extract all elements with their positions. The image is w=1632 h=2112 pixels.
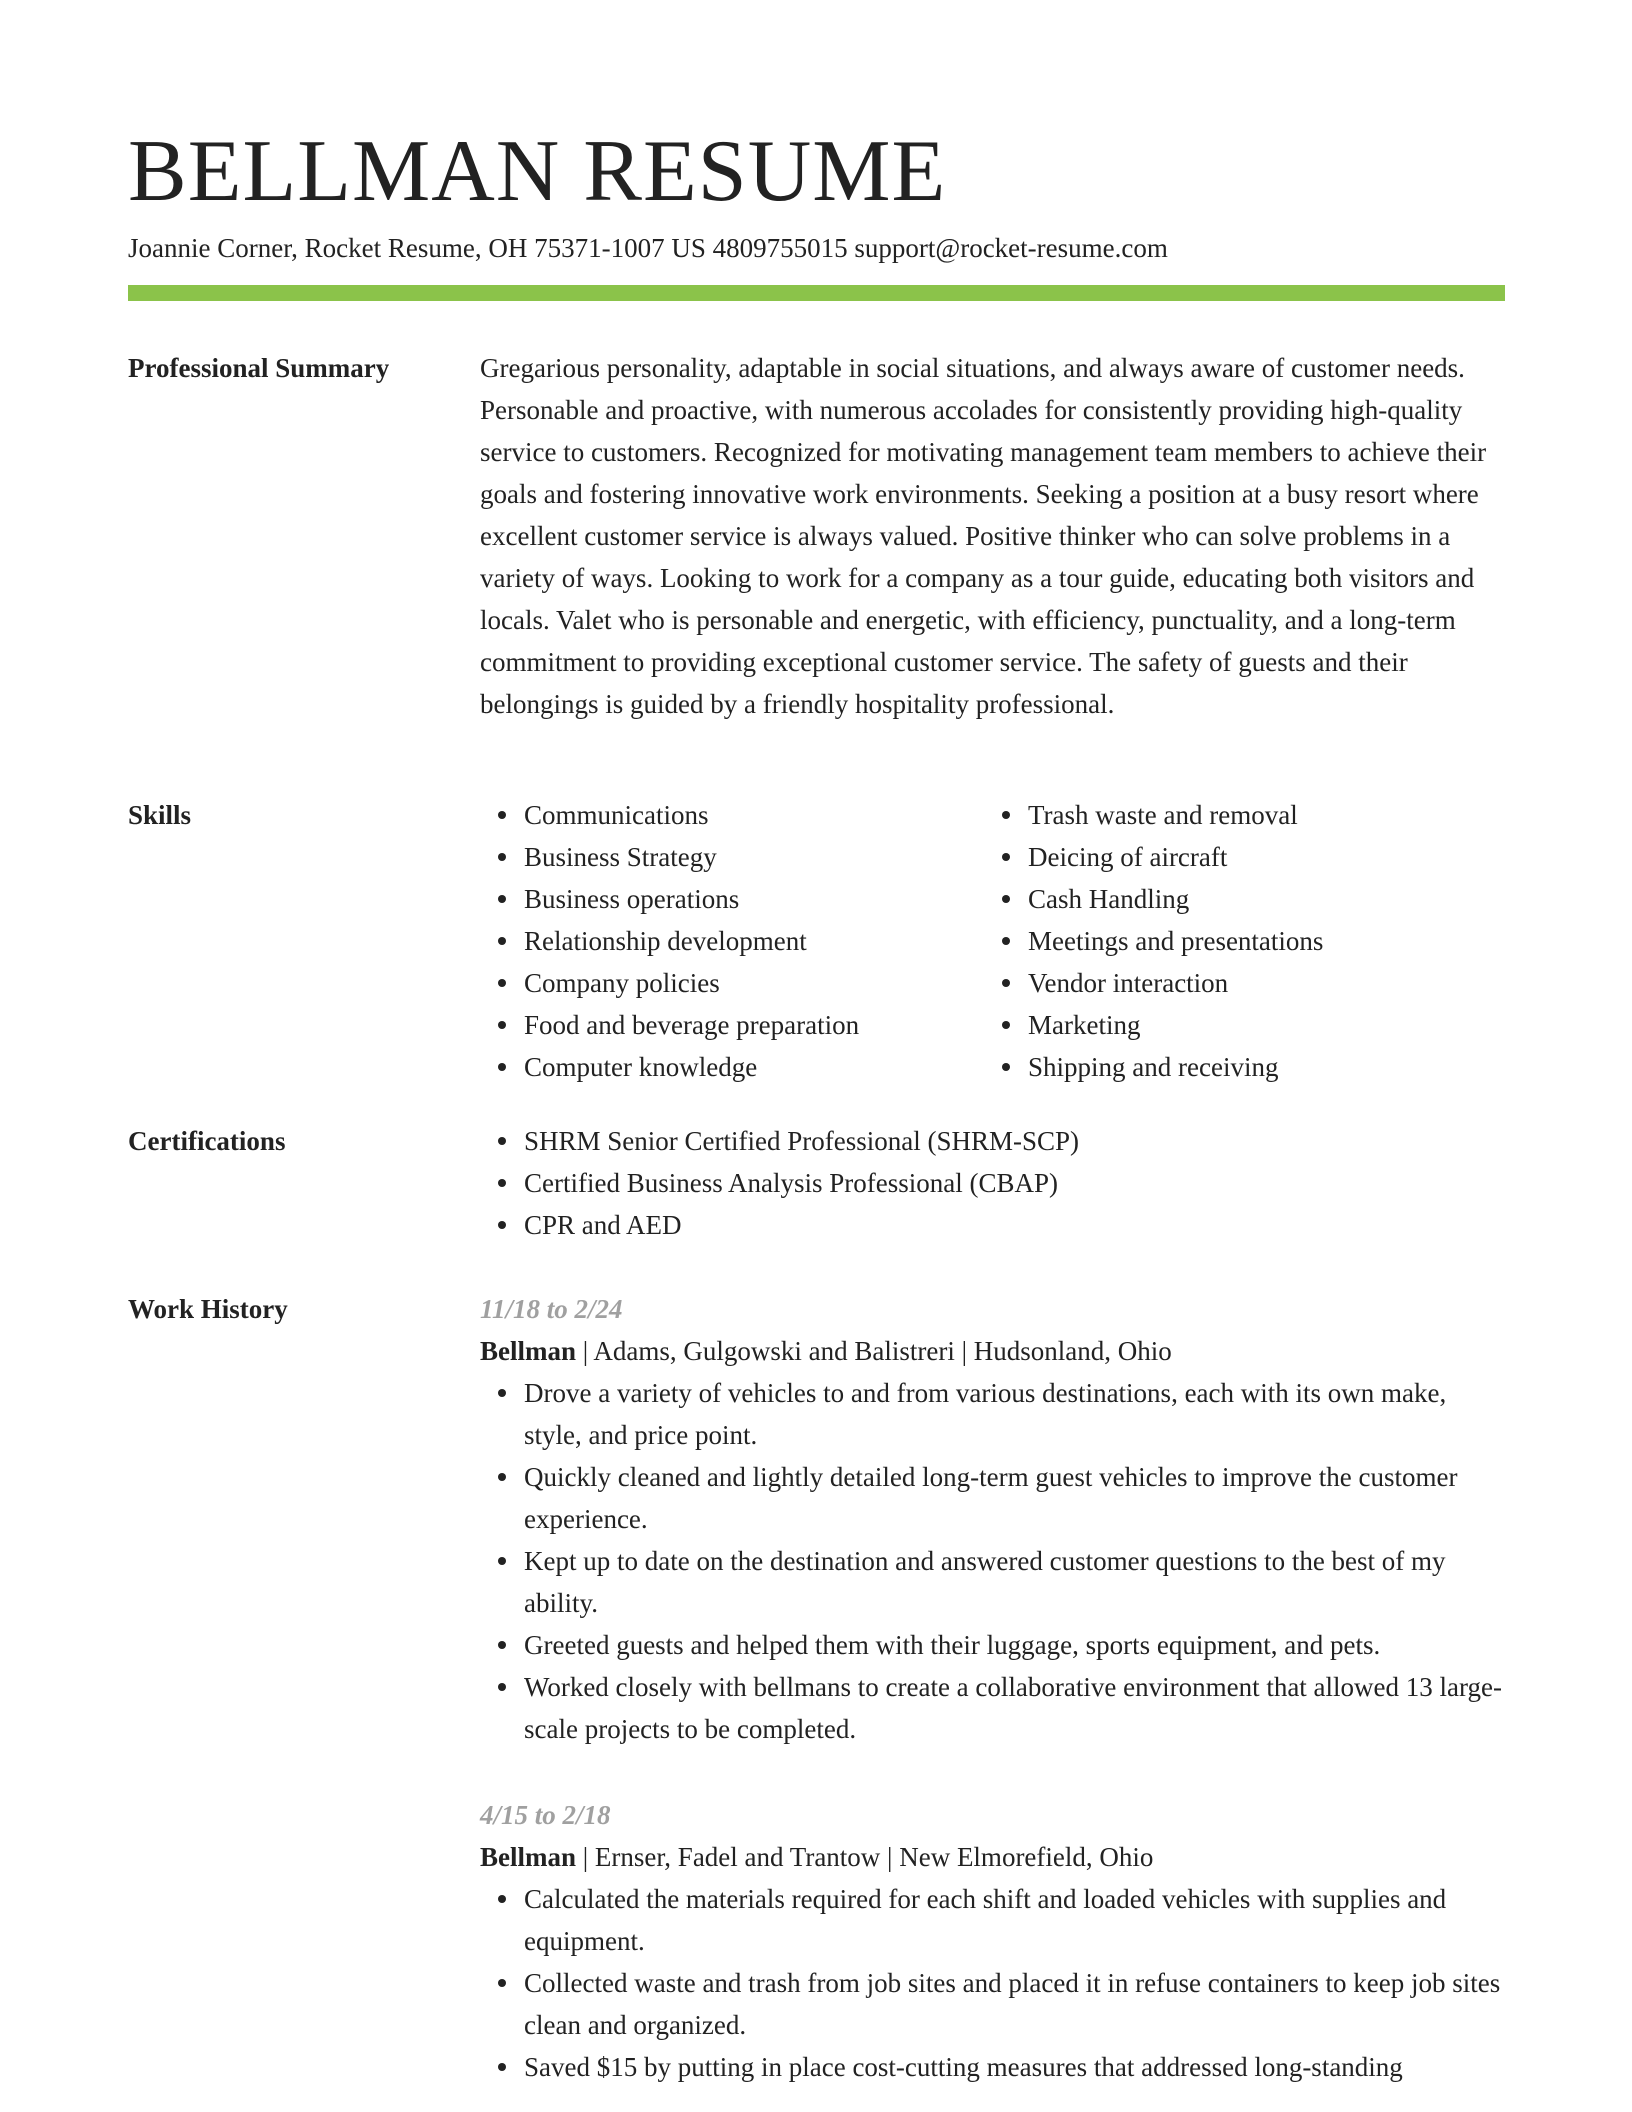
skill-item: Meetings and presentations xyxy=(1028,920,1528,962)
header-divider xyxy=(128,285,1505,301)
job-details: | Adams, Gulgowski and Balistreri | Hudsonland, Ohio xyxy=(576,1336,1172,1366)
work-history-heading: Work History xyxy=(128,1294,288,1324)
certification-item: SHRM Senior Certified Professional (SHRM-SCP) xyxy=(524,1120,1505,1162)
job-bullet: Collected waste and trash from job sites and placed it in refuse containers to keep job sites clean and organized. xyxy=(524,1962,1505,2046)
skills-heading: Skills xyxy=(128,800,192,830)
skill-item: Cash Handling xyxy=(1028,878,1528,920)
job-dates: 11/18 to 2/24 xyxy=(480,1294,623,1324)
work-history-body xyxy=(480,1288,1505,2082)
job-title: Bellman xyxy=(480,1842,577,1872)
job-bullets xyxy=(480,1372,1505,1750)
skill-item: Business operations xyxy=(524,878,1024,920)
summary-body xyxy=(480,347,1505,725)
certifications-heading: Certifications xyxy=(128,1126,286,1156)
summary-text: Gregarious personality, adaptable in social situations, and always aware of customer needs. Personable and proactive, with numerous accolades for consistently providing high-quality service to customers. Recognized for motivating management team members to achieve their goals and fostering innovative work environments. Seeking a position at a busy resort where excellent customer service is always valued. Positive thinker who can solve problems in a variety of ways. Looking to work for a company as a tour guide, educating both visitors and locals. Valet who is personable and energetic, with efficiency, punctuality, and a long-term commitment to providing exceptional customer service. The safety of guests and their belongings is guided by a friendly hospitality professional. xyxy=(480,353,1487,719)
skill-item: Computer knowledge xyxy=(524,1046,1024,1088)
certification-item: CPR and AED xyxy=(524,1204,1505,1246)
job-entry xyxy=(480,1794,1505,2088)
skill-item: Shipping and receiving xyxy=(1028,1046,1528,1088)
skill-item: Vendor interaction xyxy=(1028,962,1528,1004)
job-bullets xyxy=(480,1878,1505,2088)
job-bullet: Calculated the materials required for each shift and loaded vehicles with supplies and equipment. xyxy=(524,1878,1505,1962)
skills-body xyxy=(480,794,1505,1088)
job-details: | Ernser, Fadel and Trantow | New Elmorefield, Ohio xyxy=(576,1842,1154,1872)
job-dates: 4/15 to 2/18 xyxy=(480,1800,611,1830)
certifications-list xyxy=(480,1120,1505,1246)
job-bullet: Quickly cleaned and lightly detailed long-term guest vehicles to improve the customer experience. xyxy=(524,1456,1505,1540)
skill-item: Communications xyxy=(524,794,1024,836)
skill-item: Deicing of aircraft xyxy=(1028,836,1528,878)
job-title: Bellman xyxy=(480,1336,577,1366)
job-header xyxy=(480,1330,1505,1372)
job-entry xyxy=(480,1288,1505,1750)
skill-item: Food and beverage preparation xyxy=(524,1004,1024,1046)
skill-item: Trash waste and removal xyxy=(1028,794,1528,836)
certification-item: Certified Business Analysis Professional (CBAP) xyxy=(524,1162,1505,1204)
certifications-body xyxy=(480,1120,1505,1246)
job-bullet: Saved $15 by putting in place cost-cutting measures that addressed long-standing xyxy=(524,2046,1505,2088)
skill-item: Business Strategy xyxy=(524,836,1024,878)
skill-item: Marketing xyxy=(1028,1004,1528,1046)
skills-list-left xyxy=(480,794,1024,1088)
resume-title: BELLMAN RESUME xyxy=(128,123,947,220)
job-bullet: Drove a variety of vehicles to and from various destinations, each with its own make, style, and price point. xyxy=(524,1372,1505,1456)
contact-info: Joannie Corner, Rocket Resume, OH 75371-1007 US 4809755015 support@rocket-resume.com xyxy=(128,233,1168,263)
job-header xyxy=(480,1836,1505,1878)
skill-item: Company policies xyxy=(524,962,1024,1004)
skills-list-right xyxy=(984,794,1528,1088)
summary-heading: Professional Summary xyxy=(128,353,390,383)
job-bullet: Kept up to date on the destination and answered customer questions to the best of my ability. xyxy=(524,1540,1505,1624)
skill-item: Relationship development xyxy=(524,920,1024,962)
job-bullet: Worked closely with bellmans to create a collaborative environment that allowed 13 large-scale projects to be completed. xyxy=(524,1666,1505,1750)
job-bullet: Greeted guests and helped them with their luggage, sports equipment, and pets. xyxy=(524,1624,1505,1666)
